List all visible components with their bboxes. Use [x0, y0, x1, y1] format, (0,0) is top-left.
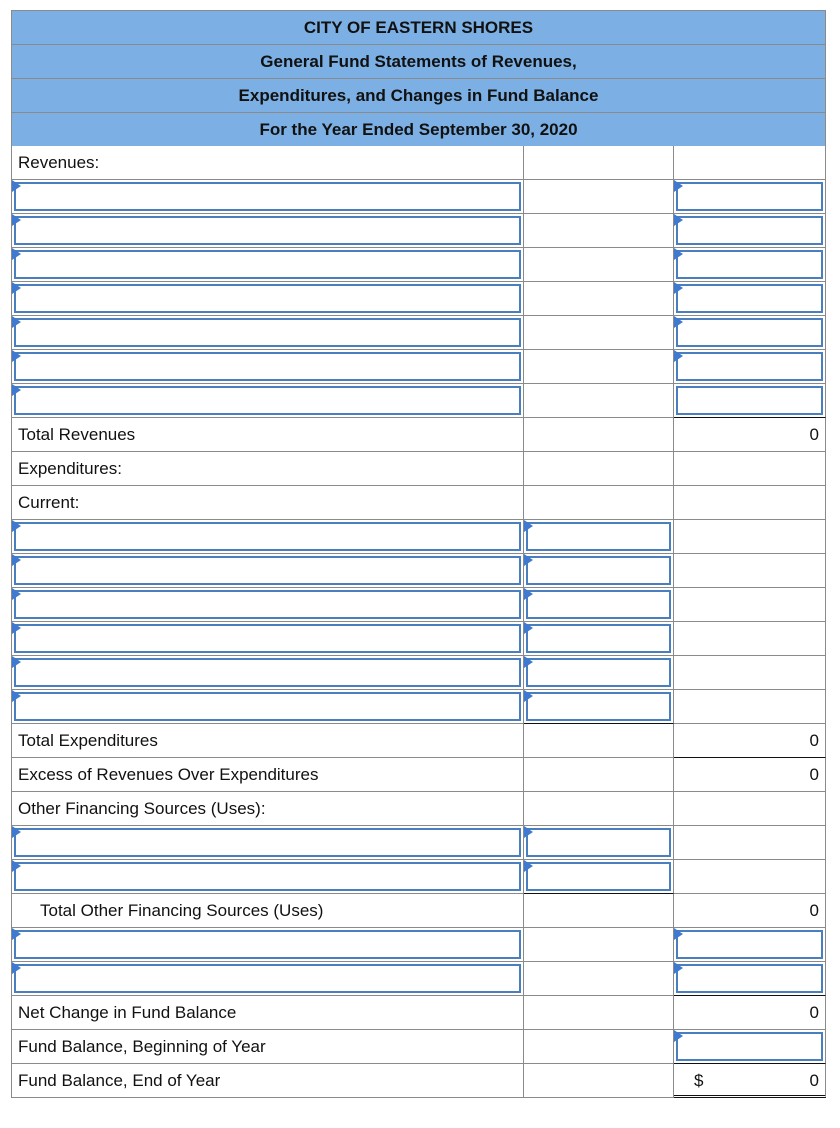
expenditure-row — [11, 588, 826, 622]
header-period: For the Year Ended September 30, 2020 — [11, 112, 826, 146]
revenue-account-dropdown[interactable] — [14, 250, 521, 279]
dropdown-arrow-icon — [12, 588, 21, 600]
revenue-amount-input[interactable] — [676, 216, 823, 245]
dropdown-arrow-icon — [12, 928, 21, 940]
dropdown-arrow-icon — [12, 622, 21, 634]
special-item-account-dropdown[interactable] — [14, 964, 521, 993]
revenue-amount-input[interactable] — [676, 318, 823, 347]
revenue-account-dropdown[interactable] — [14, 182, 521, 211]
dropdown-arrow-icon — [524, 690, 533, 702]
special-item-row — [11, 962, 826, 996]
revenue-amount-input[interactable] — [676, 386, 823, 415]
revenue-account-dropdown[interactable] — [14, 318, 521, 347]
special-item-account-dropdown[interactable] — [14, 930, 521, 959]
dropdown-arrow-icon — [524, 826, 533, 838]
revenue-amount-input[interactable] — [676, 284, 823, 313]
expenditure-row — [11, 656, 826, 690]
header-title-line1: General Fund Statements of Revenues, — [11, 44, 826, 78]
row-current-heading — [11, 486, 826, 520]
dropdown-arrow-icon — [12, 214, 21, 226]
expenditure-amount-input[interactable] — [526, 522, 671, 551]
dropdown-arrow-icon — [12, 316, 21, 328]
excess-label: Excess of Revenues Over Expenditures — [18, 765, 319, 784]
dropdown-arrow-icon — [674, 928, 683, 940]
expenditure-row — [11, 622, 826, 656]
total-other-financing-value: 0 — [809, 901, 819, 920]
expenditure-account-dropdown[interactable] — [14, 624, 521, 653]
expenditure-account-dropdown[interactable] — [14, 692, 521, 721]
other-financing-amount-input[interactable] — [526, 828, 671, 857]
other-financing-row — [11, 826, 826, 860]
revenue-row — [11, 282, 826, 316]
dropdown-arrow-icon — [12, 962, 21, 974]
dropdown-arrow-icon — [524, 622, 533, 634]
expenditures-heading: Expenditures: — [18, 459, 122, 478]
dropdown-arrow-icon — [674, 350, 683, 362]
dropdown-arrow-icon — [12, 656, 21, 668]
revenue-row — [11, 384, 826, 418]
expenditure-amount-input[interactable] — [526, 658, 671, 687]
special-item-row — [11, 928, 826, 962]
revenue-row — [11, 214, 826, 248]
special-item-amount-input[interactable] — [676, 964, 823, 993]
expenditure-account-dropdown[interactable] — [14, 590, 521, 619]
dropdown-arrow-icon — [524, 554, 533, 566]
dropdown-arrow-icon — [12, 350, 21, 362]
dropdown-arrow-icon — [524, 656, 533, 668]
revenue-row — [11, 316, 826, 350]
other-financing-account-dropdown[interactable] — [14, 862, 521, 891]
net-change-label: Net Change in Fund Balance — [18, 1003, 237, 1022]
total-expenditures-label: Total Expenditures — [18, 731, 158, 750]
row-net-change — [11, 996, 826, 1030]
total-revenues-label: Total Revenues — [18, 425, 136, 444]
row-total-revenues — [11, 418, 826, 452]
dropdown-arrow-icon — [674, 282, 683, 294]
revenue-row — [11, 180, 826, 214]
revenue-account-dropdown[interactable] — [14, 352, 521, 381]
dropdown-arrow-icon — [674, 1030, 683, 1042]
expenditure-amount-input[interactable] — [526, 590, 671, 619]
dropdown-arrow-icon — [12, 248, 21, 260]
dropdown-arrow-icon — [12, 690, 21, 702]
fund-balance-end-label: Fund Balance, End of Year — [18, 1071, 221, 1090]
row-total-other-financing — [11, 894, 826, 928]
expenditure-amount-input[interactable] — [526, 692, 671, 721]
expenditure-row — [11, 554, 826, 588]
row-fund-balance-end — [11, 1064, 826, 1098]
dropdown-arrow-icon — [524, 520, 533, 532]
dropdown-arrow-icon — [12, 860, 21, 872]
expenditure-account-dropdown[interactable] — [14, 522, 521, 551]
header-city-name: CITY OF EASTERN SHORES — [11, 10, 826, 44]
row-excess — [11, 758, 826, 792]
excess-value: 0 — [809, 765, 819, 784]
other-financing-amount-input[interactable] — [526, 862, 671, 891]
revenue-row — [11, 248, 826, 282]
total-revenues-value: 0 — [809, 425, 819, 444]
expenditure-account-dropdown[interactable] — [14, 658, 521, 687]
current-heading: Current: — [18, 493, 80, 512]
revenue-amount-input[interactable] — [676, 352, 823, 381]
row-total-expenditures — [11, 724, 826, 758]
net-change-value: 0 — [809, 1003, 819, 1022]
row-other-financing-heading — [11, 792, 826, 826]
fund-balance-begin-label: Fund Balance, Beginning of Year — [18, 1037, 266, 1056]
dropdown-arrow-icon — [674, 248, 683, 260]
row-fund-balance-begin — [11, 1030, 826, 1064]
revenues-heading: Revenues: — [18, 153, 100, 172]
dropdown-arrow-icon — [12, 180, 21, 192]
revenue-account-dropdown[interactable] — [14, 386, 521, 415]
dropdown-arrow-icon — [12, 282, 21, 294]
row-revenues-heading — [11, 146, 826, 180]
currency-symbol: $ — [694, 1071, 704, 1090]
expenditure-amount-input[interactable] — [526, 556, 671, 585]
total-expenditures-value: 0 — [809, 731, 819, 750]
expenditure-row — [11, 520, 826, 554]
dropdown-arrow-icon — [12, 826, 21, 838]
dropdown-arrow-icon — [524, 860, 533, 872]
dropdown-arrow-icon — [674, 214, 683, 226]
revenue-account-dropdown[interactable] — [14, 216, 521, 245]
dropdown-arrow-icon — [674, 316, 683, 328]
revenue-amount-input[interactable] — [676, 250, 823, 279]
special-item-amount-input[interactable] — [676, 930, 823, 959]
revenue-amount-input[interactable] — [676, 182, 823, 211]
row-expenditures-heading — [11, 452, 826, 486]
expenditure-amount-input[interactable] — [526, 624, 671, 653]
header-title-line2: Expenditures, and Changes in Fund Balance — [11, 78, 826, 112]
expenditure-row — [11, 690, 826, 724]
dropdown-arrow-icon — [674, 180, 683, 192]
revenue-row — [11, 350, 826, 384]
total-other-financing-label: Total Other Financing Sources (Uses) — [40, 901, 324, 920]
dropdown-arrow-icon — [12, 384, 21, 396]
fund-balance-statement — [11, 10, 826, 1098]
dropdown-arrow-icon — [674, 962, 683, 974]
dropdown-arrow-icon — [524, 588, 533, 600]
fund-balance-end-value: 0 — [809, 1071, 819, 1090]
other-financing-account-dropdown[interactable] — [14, 828, 521, 857]
dropdown-arrow-icon — [12, 520, 21, 532]
other-financing-row — [11, 860, 826, 894]
dropdown-arrow-icon — [12, 554, 21, 566]
other-financing-heading: Other Financing Sources (Uses): — [18, 799, 266, 818]
fund-balance-begin-input[interactable] — [676, 1032, 823, 1061]
expenditure-account-dropdown[interactable] — [14, 556, 521, 585]
revenue-account-dropdown[interactable] — [14, 284, 521, 313]
